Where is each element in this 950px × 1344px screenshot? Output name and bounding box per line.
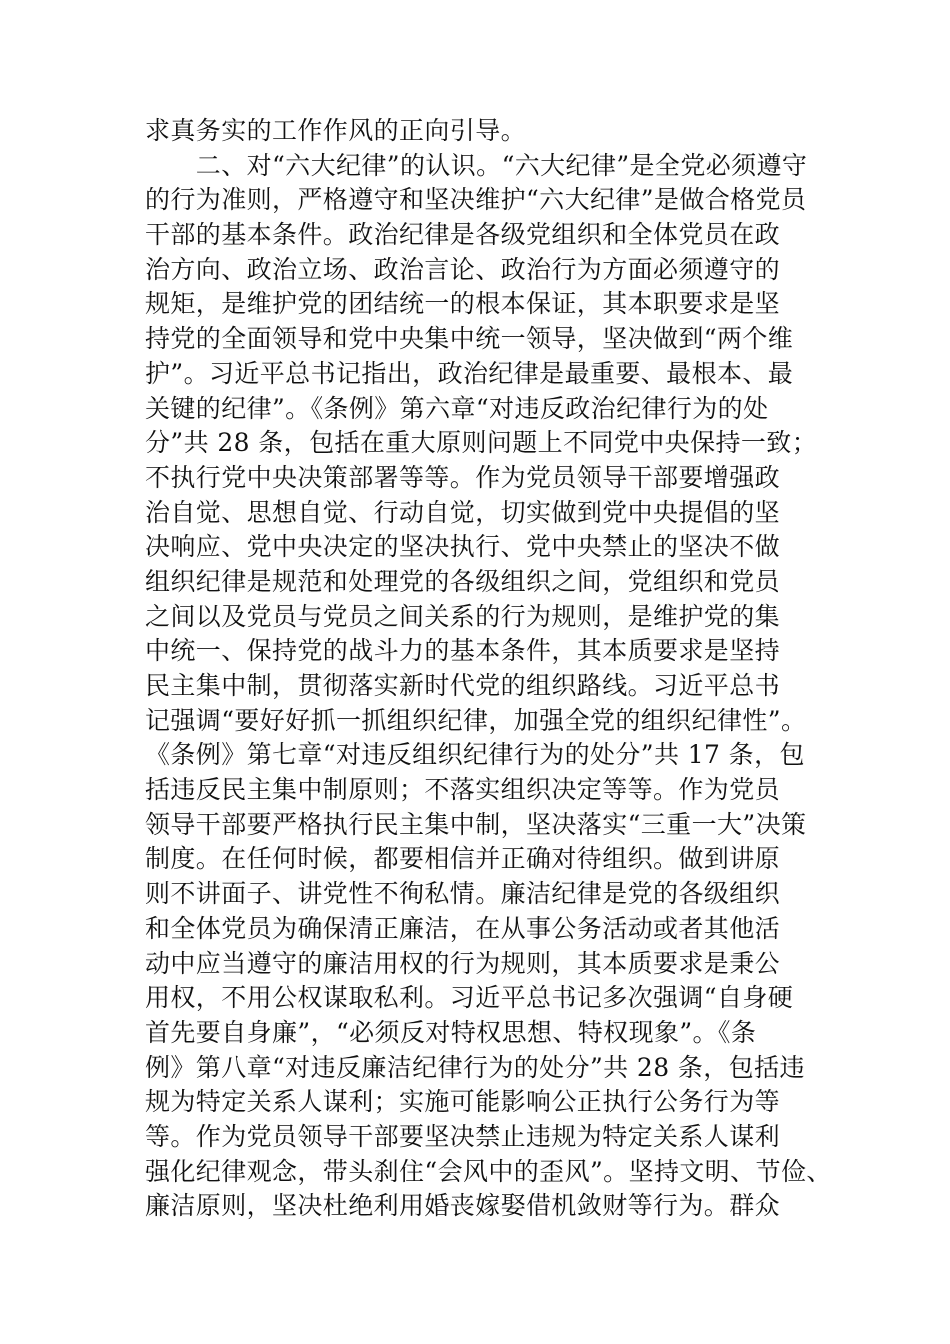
text-line: 民主集中制，贯彻落实新时代党的组织路线。习近平总书 [145, 671, 781, 700]
text-line: 则不讲面子、讲党性不徇私情。廉洁纪律是党的各级组织 [145, 879, 781, 909]
text-line: 的行为准则，严格遵守和坚决维护“六大纪律”是做合格党员 [145, 185, 807, 215]
text-line: 强化纪律观念，带头刹住“会风中的歪风”。坚持文明、节俭、 [145, 1156, 832, 1186]
text-line: 制度。在任何时候，都要相信并正确对待组织。做到讲原 [145, 844, 781, 874]
text-line: 组织纪律是规范和处理党的各级组织之间，党组织和党员 [145, 566, 781, 596]
text-line: 领导干部要严格执行民主集中制，坚决落实“三重一大”决策 [145, 809, 807, 839]
text-line: 括违反民主集中制原则；不落实组织决定等等。作为党员 [145, 775, 781, 805]
text-line: 不执行党中央决策部署等等。作为党员领导干部要增强政 [145, 462, 781, 492]
text-line: 规矩，是维护党的团结统一的根本保证，其本职要求是坚 [145, 289, 781, 319]
text-line: 二、对“六大纪律”的认识。“六大纪律”是全党必须遵守 [145, 150, 808, 180]
text-line: 分”共 28 条，包括在重大原则问题上不同党中央保持一致； [145, 428, 818, 458]
text-line: 和全体党员为确保清正廉洁，在从事公务活动或者其他活 [145, 913, 781, 943]
text-line: 动中应当遵守的廉洁用权的行为规则，其本质要求是秉公 [145, 948, 781, 978]
body-text [145, 114, 845, 1224]
text-line: 等。作为党员领导干部要坚决禁止违规为特定关系人谋利 [145, 1121, 781, 1151]
text-line: 治方向、政治立场、政治言论、政治行为方面必须遵守的 [145, 254, 781, 284]
text-line: 例》第八章“对违反廉洁纪律行为的处分”共 28 条，包括违 [145, 1052, 805, 1082]
text-line: 干部的基本条件。政治纪律是各级党组织和全体党员在政 [145, 220, 781, 250]
text-line: 用权，不用公权谋取私利。习近平总书记多次强调“自身硬 [145, 983, 794, 1013]
text-line: 之间以及党员与党员之间关系的行为规则，是维护党的集 [145, 601, 781, 631]
text-line: 决响应、党中央决定的坚决执行、党中央禁止的坚决不做 [145, 532, 781, 562]
text-line: 中统一、保持党的战斗力的基本条件，其本质要求是坚持 [145, 636, 781, 666]
text-line: 求真务实的工作作风的正向引导。 [145, 116, 527, 145]
text-line: 关键的纪律”。《条例》第六章“对违反政治纪律行为的处 [145, 393, 769, 423]
text-line: 记强调“要好好抓一抓组织纪律，加强全党的组织纪律性”。 [145, 705, 807, 735]
text-line: 首先要自身廉”，“必须反对特权思想、特权现象”。《条 [145, 1017, 757, 1047]
text-line: 廉洁原则，坚决杜绝利用婚丧嫁娶借机敛财等行为。群众 [145, 1191, 781, 1221]
text-line: 规为特定关系人谋利；实施可能影响公正执行公务行为等 [145, 1087, 781, 1117]
text-line: 持党的全面领导和党中央集中统一领导，坚决做到“两个维 [145, 324, 794, 354]
text-line: 《条例》第七章“对违反组织纪律行为的处分”共 17 条，包 [145, 740, 805, 770]
text-line: 治自觉、思想自觉、行动自觉，切实做到党中央提倡的坚 [145, 497, 781, 527]
text-line: 护”。习近平总书记指出，政治纪律是最重要、最根本、最 [145, 358, 794, 388]
